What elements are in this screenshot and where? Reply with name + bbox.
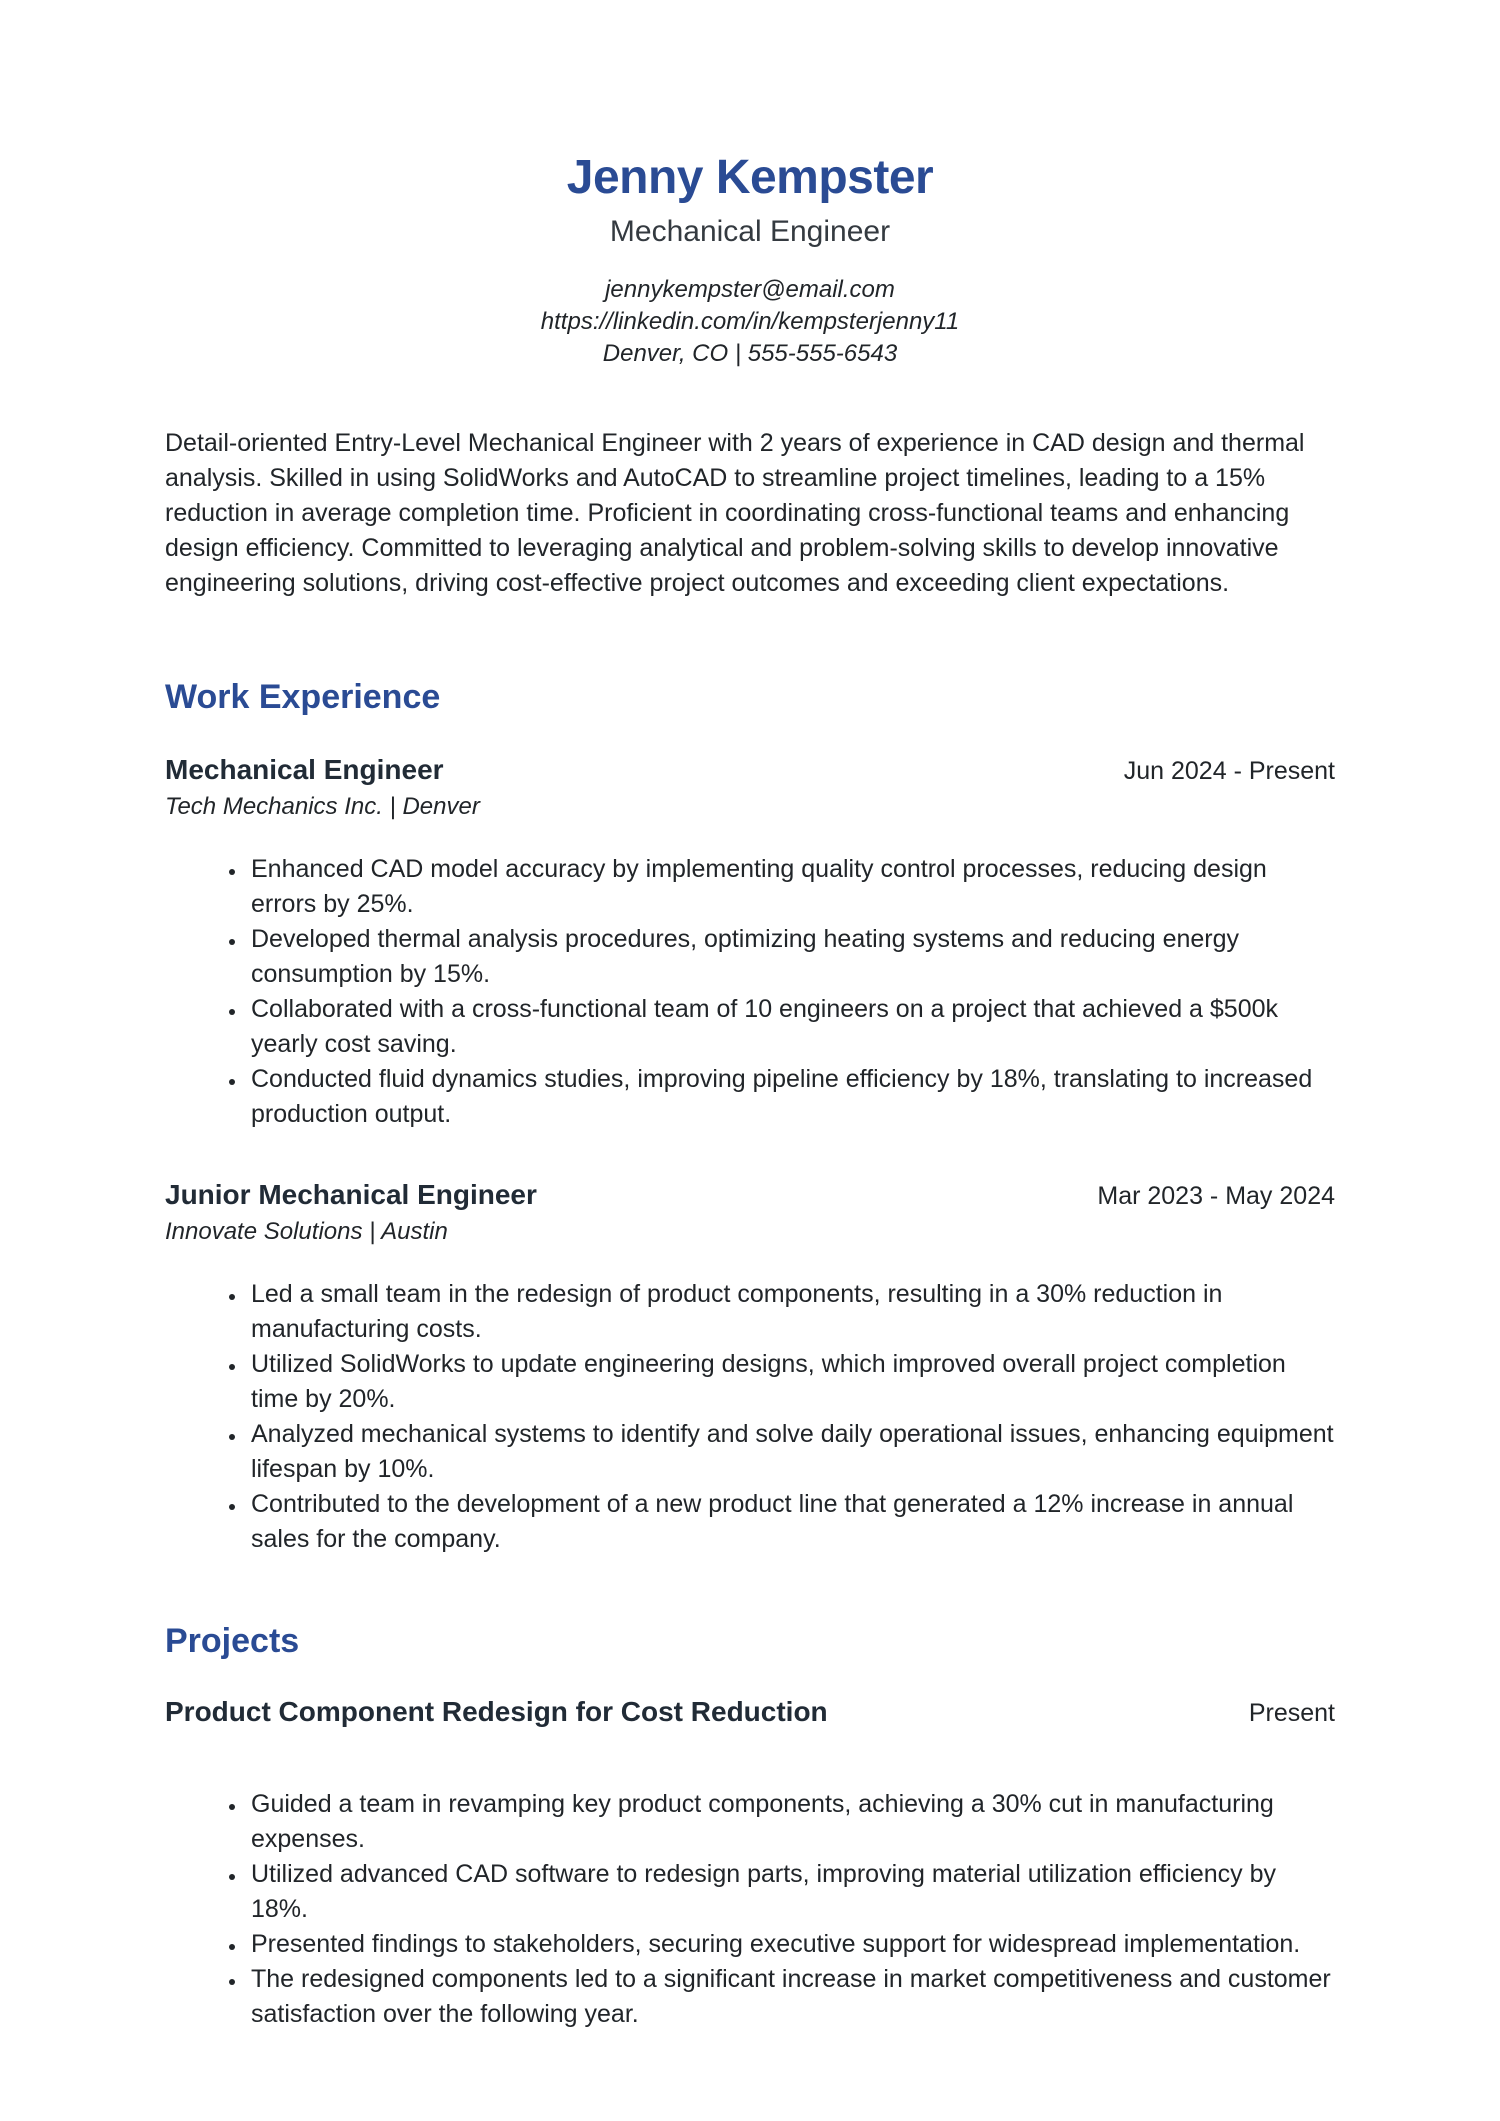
resume-header <box>165 152 1335 370</box>
job-dates: Jun 2024 - Present <box>1123 757 1335 785</box>
job-title: Junior Mechanical Engineer <box>165 1179 537 1210</box>
candidate-title: Mechanical Engineer <box>609 215 891 248</box>
project-bullet: • Presented findings to stakeholders, securing executive support for widespread implementation. <box>247 1927 1335 1962</box>
job-company-location: Tech Mechanics Inc. | Denver <box>165 793 480 820</box>
contact-location-phone: Denver, CO | 555-555-6543 <box>602 340 898 367</box>
project-bullet: • Utilized advanced CAD software to redesign parts, improving material utilization efficiency by 18%. <box>247 1857 1335 1927</box>
contact-linkedin-url: https://linkedin.com/in/kempsterjenny11 <box>540 308 960 335</box>
job-bullet: • Developed thermal analysis procedures, optimizing heating systems and reducing energy consumption by 15%. <box>247 922 1335 992</box>
job-company-location: Innovate Solutions | Austin <box>165 1218 448 1245</box>
job-title: Mechanical Engineer <box>165 754 444 785</box>
job-bullet: • Analyzed mechanical systems to identify and solve daily operational issues, enhancing equipment lifespan by 10%. <box>247 1417 1335 1487</box>
job-entry-mechanical-engineer <box>165 753 1335 1132</box>
job-entry-junior-mechanical-engineer <box>165 1178 1335 1557</box>
contact-block <box>165 274 1335 370</box>
job-bullet-list <box>165 1277 1335 1557</box>
project-bullet-list <box>165 1787 1335 2032</box>
project-entry <box>165 1695 1335 2032</box>
job-bullet: • Conducted fluid dynamics studies, improving pipeline efficiency by 18%, translating to increased production output. <box>247 1062 1335 1132</box>
job-bullet: • Utilized SolidWorks to update engineering designs, which improved overall project completion time by 20%. <box>247 1347 1335 1417</box>
projects-heading: Projects <box>165 1622 300 1660</box>
candidate-name: Jenny Kempster <box>566 151 934 204</box>
job-bullet: • Contributed to the development of a new product line that generated a 12% increase in annual sales for the company. <box>247 1487 1335 1557</box>
job-bullet: • Collaborated with a cross-functional team of 10 engineers on a project that achieved a $500k yearly cost saving. <box>247 992 1335 1062</box>
job-title-row <box>165 753 1335 787</box>
section-projects <box>165 1621 1335 2032</box>
job-bullet: • Led a small team in the redesign of product components, resulting in a 30% reduction in manufacturing costs. <box>247 1277 1335 1347</box>
job-dates: Mar 2023 - May 2024 <box>1097 1182 1335 1210</box>
section-work-experience <box>165 677 1335 1557</box>
summary-paragraph: Detail-oriented Entry-Level Mechanical Engineer with 2 years of experience in CAD design and thermal analysis. Skilled in using SolidWorks and AutoCAD to streamline project timelines, leading to a 15% reduction in average completion time. Proficient in coordinating cross-functional teams and enhancing design efficiency. Committed to leveraging analytical and problem-solving skills to develop innovative engineering solutions, driving cost-effective project outcomes and exceeding client expectations. <box>165 429 1305 597</box>
job-bullet-list <box>165 852 1335 1132</box>
project-bullet: • The redesigned components led to a significant increase in market competitiveness and customer satisfaction over the following year. <box>247 1962 1335 2032</box>
contact-email: jennykempster@email.com <box>605 276 895 303</box>
project-dates: Present <box>1248 1699 1335 1727</box>
job-bullet: • Enhanced CAD model accuracy by implementing quality control processes, reducing design errors by 25%. <box>247 852 1335 922</box>
project-title-row <box>165 1695 1335 1729</box>
project-title: Product Component Redesign for Cost Reduction <box>165 1696 828 1727</box>
job-title-row <box>165 1178 1335 1212</box>
project-bullet: • Guided a team in revamping key product components, achieving a 30% cut in manufacturing expenses. <box>247 1787 1335 1857</box>
work-experience-heading: Work Experience <box>165 678 441 716</box>
